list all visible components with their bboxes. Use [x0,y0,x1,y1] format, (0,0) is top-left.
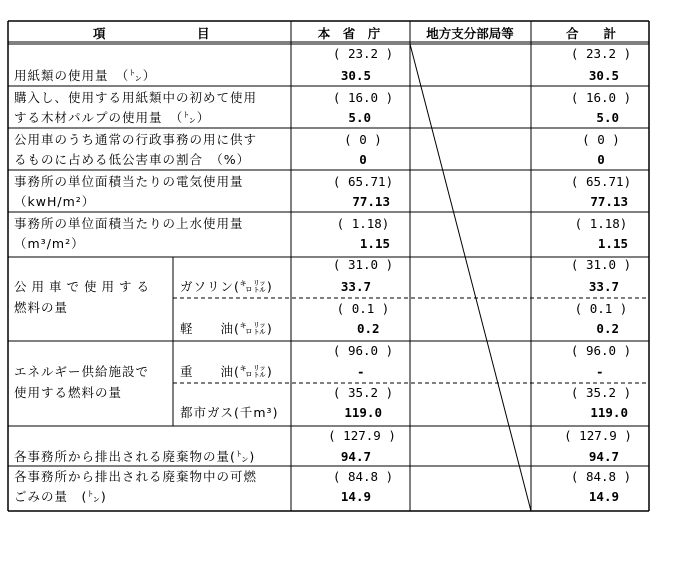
total-value: 33.7 [588,279,619,294]
total-value: 94.7 [588,449,619,464]
row-label: 各事務所から排出される廃棄物の量(㌧) [14,449,256,464]
fuel-label: 軽 油(㌔㍑) [180,321,273,336]
row-label: 各事務所から排出される廃棄物中の可燃 [14,469,258,484]
total-value: 1.15 [597,236,628,251]
header-item-right: 目 [197,26,210,41]
total-prev-value: ( 65.71) [570,174,632,189]
total-prev-value: ( 16.0 ) [570,90,632,105]
ministry-prev-value: ( 0 ) [344,132,382,147]
total-prev-value: ( 84.8 ) [570,469,632,484]
ministry-prev-value: ( 96.0 ) [332,343,394,358]
total-prev-value: ( 0 ) [582,132,620,147]
row-label: 公用車のうち通常の行政事務の用に供す [14,132,258,147]
row-label: 事務所の単位面積当たりの電気使用量 [14,174,244,189]
total-value: 14.9 [588,489,619,504]
total-prev-value: ( 23.2 ) [570,46,632,61]
ministry-prev-value: ( 84.8 ) [332,469,394,484]
total-value: 0 [597,152,605,167]
ministry-prev-value: ( 31.0 ) [332,257,394,272]
fuel-label: ガソリン(㌔㍑) [180,279,273,294]
group-label: 公用車で使用する [14,279,155,294]
ministry-prev-value: ( 1.18) [336,216,390,231]
ministry-value: 1.15 [359,236,390,251]
total-prev-value: ( 1.18) [574,216,628,231]
total-value: 5.0 [596,110,619,125]
row-label: （m³/m²） [14,236,85,251]
ministry-value: 0 [359,152,367,167]
fuel-label: 都市ガス(千m³) [180,405,279,420]
ministry-prev-value: ( 16.0 ) [332,90,394,105]
group-label: 使用する燃料の量 [14,385,123,400]
group-label: 燃料の量 [14,300,69,315]
row-label: 事務所の単位面積当たりの上水使用量 [14,216,244,231]
row-label: （kwH/m²） [14,194,96,209]
ministry-prev-value: ( 23.2 ) [332,46,394,61]
total-prev-value: ( 0.1 ) [574,301,628,316]
header-regional: 地方支分部局等 [426,26,514,41]
ministry-prev-value: ( 35.2 ) [332,385,394,400]
total-prev-value: ( 31.0 ) [570,257,632,272]
ministry-value: - [357,364,365,379]
total-prev-value: ( 96.0 ) [570,343,632,358]
header-total: 合 計 [565,26,617,41]
ministry-prev-value: ( 0.1 ) [336,301,390,316]
row-label: るものに占める低公害車の割合 （%） [14,152,251,167]
row-label: する木材パルプの使用量 （㌧） [14,110,211,125]
total-prev-value: ( 127.9 ) [564,428,632,443]
ministry-prev-value: ( 127.9 ) [328,428,396,443]
total-value: 0.2 [596,321,619,336]
total-value: 119.0 [590,405,628,420]
row-label: ごみの量 (㌧) [14,489,107,504]
total-value: 77.13 [590,194,628,209]
ministry-value: 94.7 [340,449,371,464]
header-ministry: 本 省 庁 [317,26,381,41]
total-prev-value: ( 35.2 ) [570,385,632,400]
ministry-value: 0.2 [357,321,380,336]
header-item-left: 項 [93,26,106,41]
not-applicable-diagonal [410,44,531,511]
row-label: 購入し、使用する用紙類中の初めて使用 [14,90,258,105]
row-label: 用紙類の使用量 （㌧） [14,68,157,83]
group-label: エネルギー供給施設で [14,364,150,379]
total-value: - [596,364,604,379]
ministry-value: 5.0 [348,110,371,125]
ministry-prev-value: ( 65.71) [332,174,394,189]
ministry-value: 30.5 [340,68,371,83]
ministry-value: 14.9 [340,489,371,504]
ministry-value: 77.13 [352,194,390,209]
fuel-label: 重 油(㌔㍑) [180,364,273,379]
ministry-value: 33.7 [340,279,371,294]
ministry-value: 119.0 [344,405,382,420]
total-value: 30.5 [588,68,619,83]
